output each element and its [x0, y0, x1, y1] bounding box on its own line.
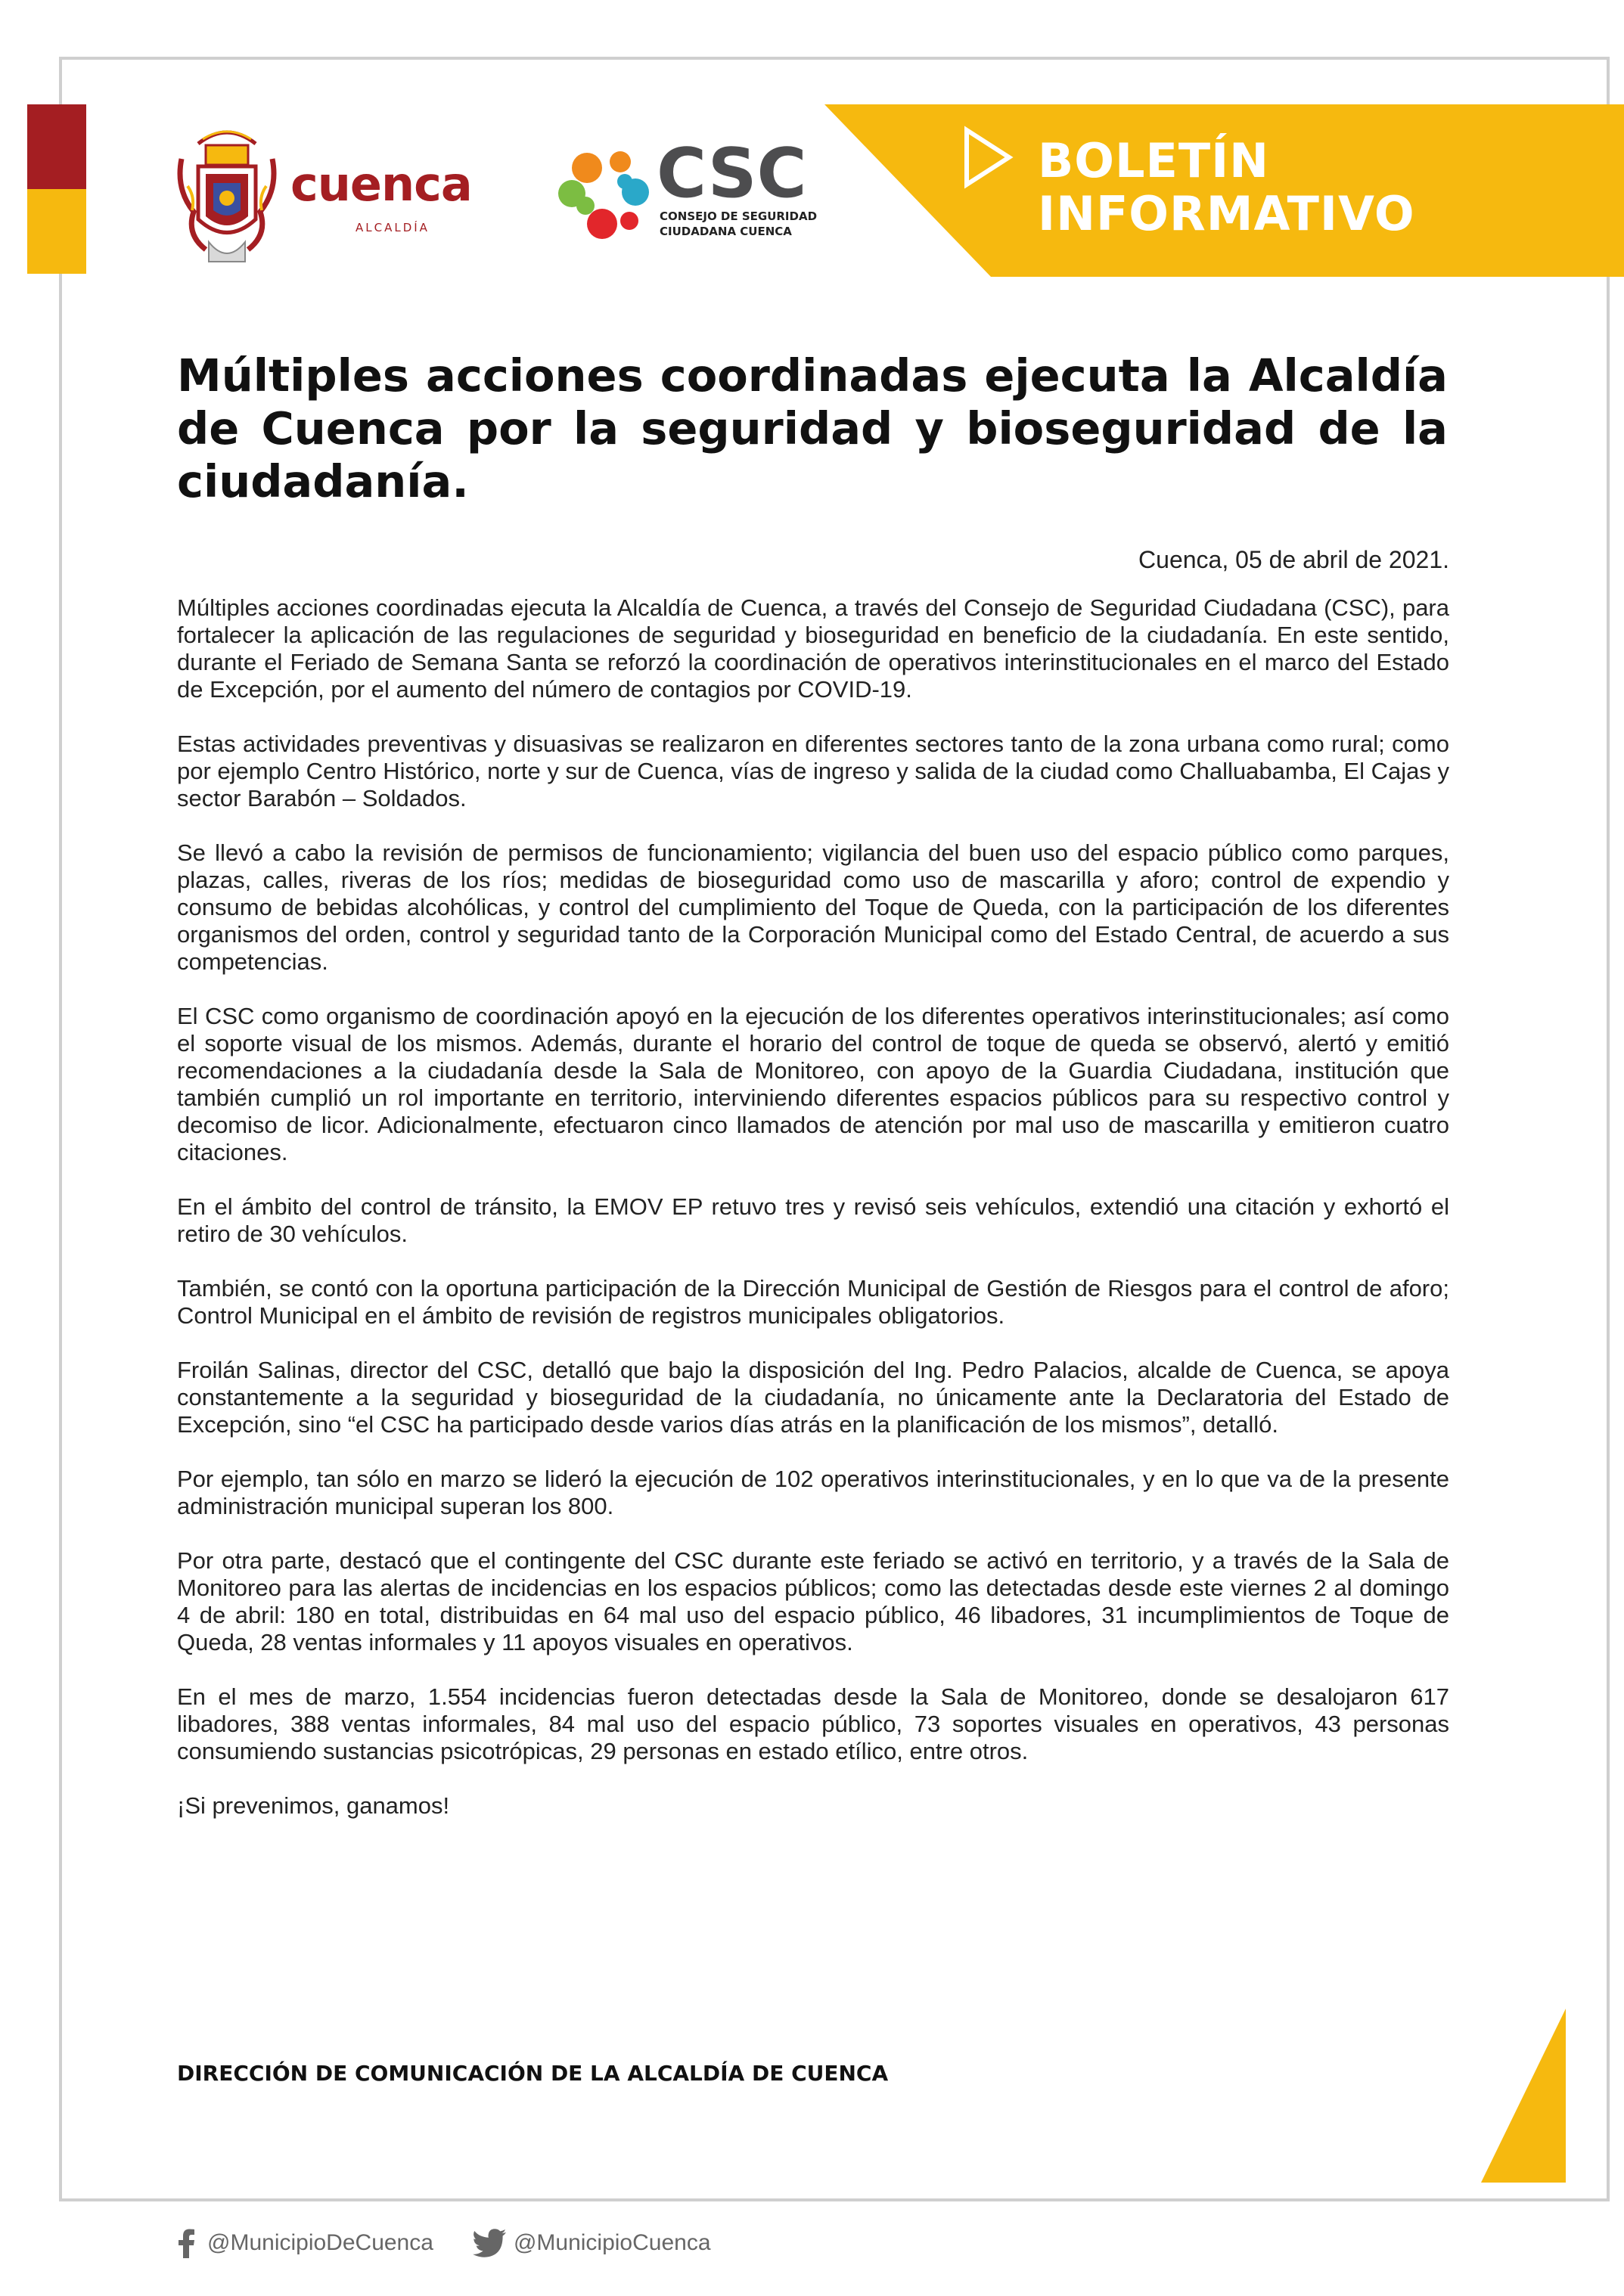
article-paragraph: El CSC como organismo de coordinación apoyó en la ejecución de los diferentes operativos interinstitucionales; así como el soporte visual de los mismos. Además, durante el horario del control de toque de queda se observó, alertó y emitió recomendaciones a la ciudadanía desde la Sala de Monitoreo, con apoyo de la Guardia Ciudadana, institución que también cumplió un rol importante en territorio, interviniendo diferentes espacios públicos para su respectivo control y decomiso de licor. Adicionalmente, efectuaron cinco llamados de atención por mal uso de mascarilla y emitieron cuatro citaciones. [177, 1003, 1449, 1165]
article-headline: Múltiples acciones coordinadas ejecuta la Alcaldía de Cuenca por la seguridad y bioseguridad de la ciudadanía. [177, 349, 1448, 507]
banner-title-line2: INFORMATIVO [1038, 186, 1415, 241]
article-paragraph: Múltiples acciones coordinadas ejecuta la Alcaldía de Cuenca, a través del Consejo de Seguridad Ciudadana (CSC), para fortalecer la aplicación de las regulaciones de seguridad y bioseguridad en beneficio de la ciudadanía. En este sentido, durante el Feriado de Semana Santa se reforzó la coordinación de operativos interinstitucionales en el marco del Estado de Excepción, por el aumento del número de contagios por COVID-19. [177, 594, 1449, 703]
facebook-icon[interactable] [172, 2228, 200, 2258]
article-paragraph: En el mes de marzo, 1.554 incidencias fueron detectadas desde la Sala de Monitoreo, donde se desalojaron 617 libadores, 388 ventas informales, 84 mal uso del espacio público, 73 soportes visuales en operativos, 43 personas consumiendo sustancias psicotrópicas, 29 personas en estado etílico, entre otros. [177, 1683, 1449, 1764]
side-accent-yellow [27, 189, 86, 274]
play-arrow-icon [962, 126, 1015, 189]
csc-subtitle-line2: CIUDADANA CUENCA [660, 225, 792, 238]
article-body [177, 594, 1449, 1847]
article-paragraph: Por otra parte, destacó que el contingente del CSC durante este feriado se activó en territorio, y a través de la Sala de Monitoreo para las alertas de incidencias en los espacios públicos; como las detectadas desde este viernes 2 al domingo 4 de abril: 180 en total, distribuidas en 64 mal uso del espacio público, 46 libadores, 31 incumplimientos de Toque de Queda, 28 ventas informales y 11 apoyos visuales en operativos. [177, 1547, 1449, 1655]
article-paragraph: Estas actividades preventivas y disuasivas se realizaron en diferentes sectores tanto de la zona urbana como rural; como por ejemplo Centro Histórico, norte y sur de Cuenca, vías de ingreso y salida de la ciudad como Challuabamba, El Cajas y sector Barabón – Soldados. [177, 731, 1449, 811]
csc-logo-text: CSC [657, 134, 807, 213]
banner-title [1038, 135, 1415, 240]
article-paragraph: También, se contó con la oportuna participación de la Dirección Municipal de Gestión de Riesgos para el control de aforo; Control Municipal en el ámbito de revisión de registros municipales obligatorios. [177, 1275, 1449, 1329]
banner-title-line1: BOLETÍN [1038, 133, 1270, 188]
social-footer [172, 2222, 750, 2264]
csc-logo-subtitle [660, 209, 817, 239]
alcaldia-logo-text: ALCALDÍA [356, 221, 430, 234]
twitter-icon[interactable] [473, 2228, 506, 2258]
article-paragraph: Froilán Salinas, director del CSC, detalló que bajo la disposición del Ing. Pedro Palacios, alcalde de Cuenca, se apoya constantemente a la seguridad y bioseguridad de la ciudadanía, no únicamente ante la Declaratoria del Estado de Excepción, sino “el CSC ha participado desde varios días atrás en la planificación de los mismos”, detalló. [177, 1357, 1449, 1438]
twitter-handle-link[interactable]: @MunicipioCuenca [513, 2230, 711, 2255]
side-accent-red [27, 104, 86, 189]
article-dateline: Cuenca, 05 de abril de 2021. [1138, 546, 1449, 573]
article-paragraph: Se llevó a cabo la revisión de permisos de funcionamiento; vigilancia del buen uso del espacio público como parques, plazas, calles, riveras de los ríos; medidas de bioseguridad como uso de mascarilla y aforo; control de expendio y consumo de bebidas alcohólicas, y control del cumplimiento del Toque de Queda, con la participación de los diferentes organismos del orden, control y seguridad tanto de la Corporación Municipal como del Estado Central, de acuerdo a sus competencias. [177, 839, 1449, 975]
article-paragraph: Por ejemplo, tan sólo en marzo se lideró la ejecución de 102 operativos interinstitucionales, y en lo que va de la presente administración municipal superan los 800. [177, 1466, 1449, 1519]
article-signature: DIRECCIÓN DE COMUNICACIÓN DE LA ALCALDÍA DE CUENCA [177, 2061, 889, 2086]
article-closing: ¡Si prevenimos, ganamos! [177, 1792, 450, 1819]
csc-subtitle-line1: CONSEJO DE SEGURIDAD [660, 209, 818, 223]
article-paragraph: En el ámbito del control de tránsito, la EMOV EP retuvo tres y revisó seis vehículos, extendió una citación y exhortó el retiro de 30 vehículos. [177, 1193, 1449, 1247]
cuenca-coat-of-arms-icon [175, 113, 278, 272]
cuenca-logo-text: cuenca [290, 157, 472, 212]
facebook-handle-link[interactable]: @MunicipioDeCuenca [207, 2230, 433, 2255]
csc-logo-icon [555, 147, 654, 240]
